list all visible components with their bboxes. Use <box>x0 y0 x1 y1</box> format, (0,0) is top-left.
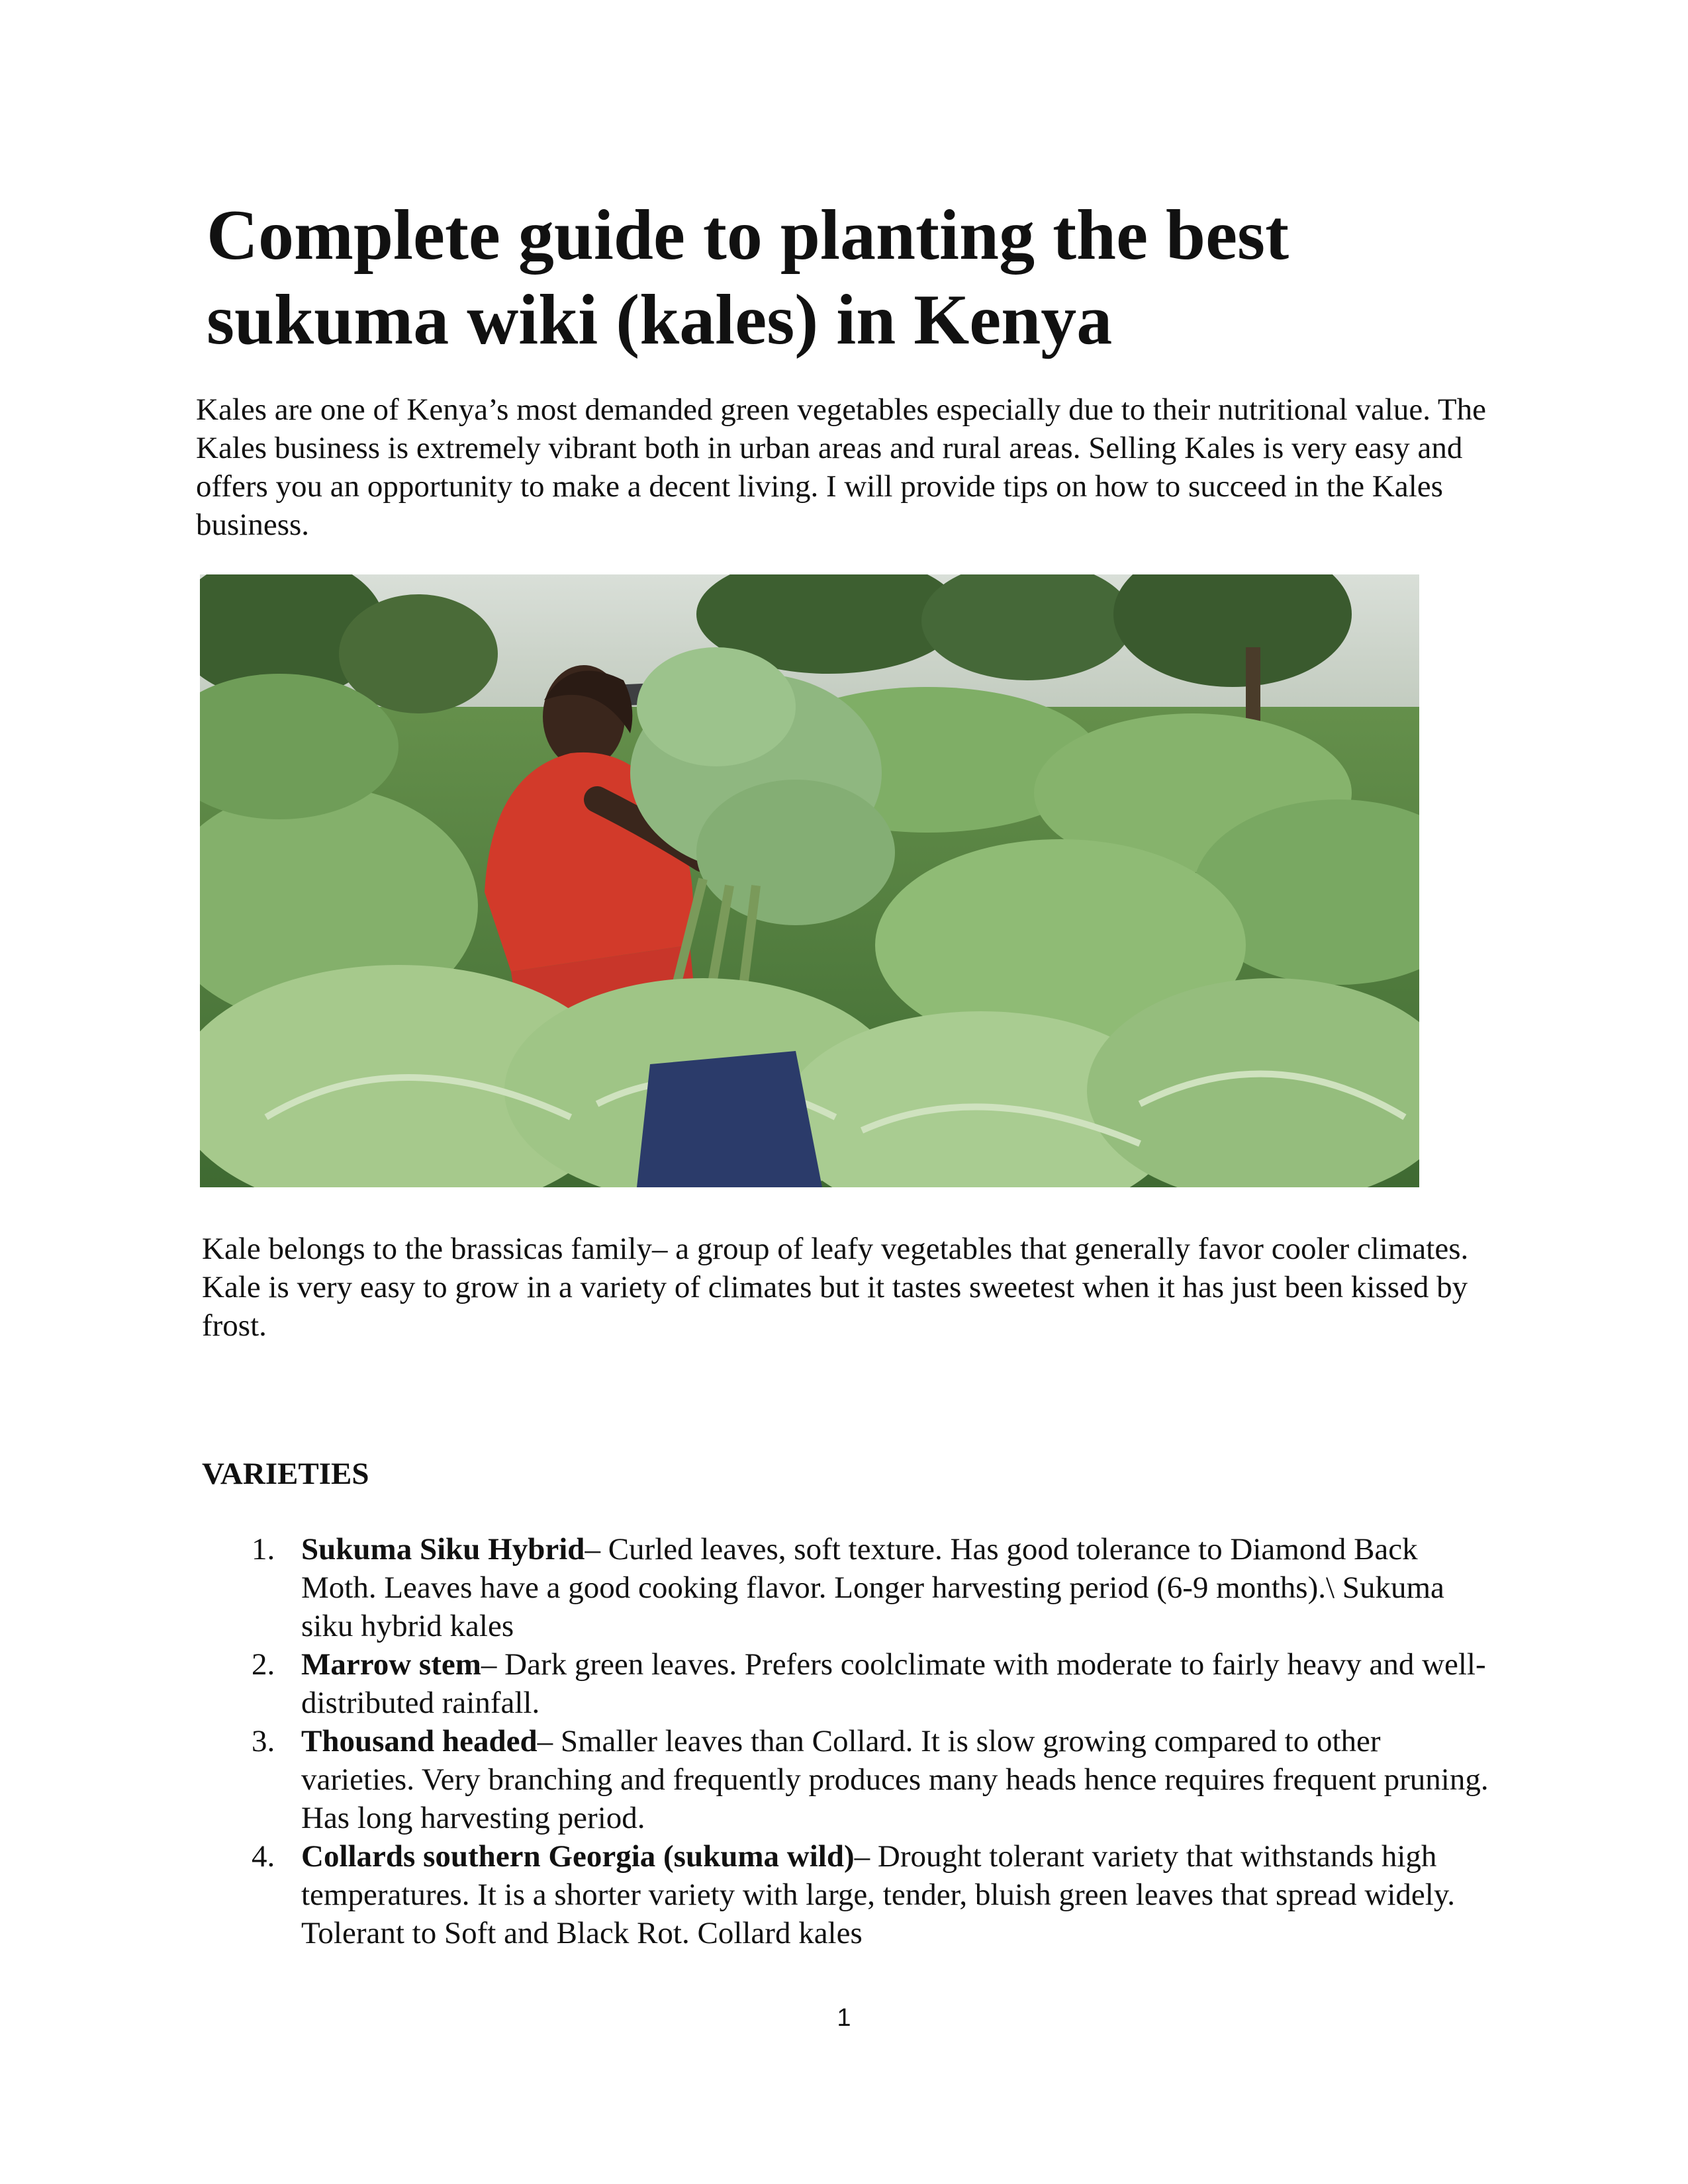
variety-description: – Smaller leaves than Collard. It is slow growing compared to other varieties. Very branching and frequently produces many heads hence requires frequent pruning. Has long harvesting period. <box>301 1724 1489 1835</box>
variety-name: Thousand headed <box>301 1724 538 1758</box>
varieties-list <box>202 1530 1499 1952</box>
variety-name: Sukuma Siku Hybrid <box>301 1532 585 1567</box>
list-item-number: 2. <box>252 1647 275 1682</box>
variety-name: Marrow stem <box>301 1647 481 1682</box>
varieties-heading: VARIETIES <box>202 1457 369 1491</box>
variety-description: – Drought tolerant variety that withstands high temperatures. It is a shorter variety with large, tender, bluish green leaves that spread widely. Tolerant to Soft and Black Rot. Collard kales <box>301 1839 1456 1950</box>
list-item-number: 1. <box>252 1532 275 1567</box>
variety-name: Collards southern Georgia (sukuma wild) <box>301 1839 855 1874</box>
brassicas-paragraph: Kale belongs to the brassicas family– a group of leafy vegetables that generally favor cooler climates. Kale is very easy to grow in a variety of climates but it tastes sweetest when it has just been kissed by frost. <box>202 1232 1469 1343</box>
variety-description: – Dark green leaves. Prefers coolclimate with moderate to fairly heavy and well-distributed rainfall. <box>301 1647 1486 1720</box>
variety-description: – Curled leaves, soft texture. Has good tolerance to Diamond Back Moth. Leaves have a good cooking flavor. Longer harvesting period (6-9 months).\ Sukuma siku hybrid kales <box>301 1532 1444 1643</box>
document-title: Complete guide to planting the best sukuma wiki (kales) in Kenya <box>207 196 1289 359</box>
list-item-number: 3. <box>252 1724 275 1758</box>
list-item <box>202 1530 1499 1645</box>
list-item <box>202 1722 1499 1837</box>
list-item <box>202 1837 1499 1952</box>
list-item <box>202 1645 1499 1722</box>
intro-paragraph: Kales are one of Kenya’s most demanded green vegetables especially due to their nutritional value. The Kales business is extremely vibrant both in urban areas and rural areas. Selling Kales is very easy and offers you an opportunity to make a decent living. I will provide tips on how to succeed in the Kales business. <box>196 392 1486 542</box>
list-item-number: 4. <box>252 1839 275 1874</box>
page-number: 1 <box>837 2004 851 2032</box>
kale-farm-photo <box>200 574 1419 1187</box>
